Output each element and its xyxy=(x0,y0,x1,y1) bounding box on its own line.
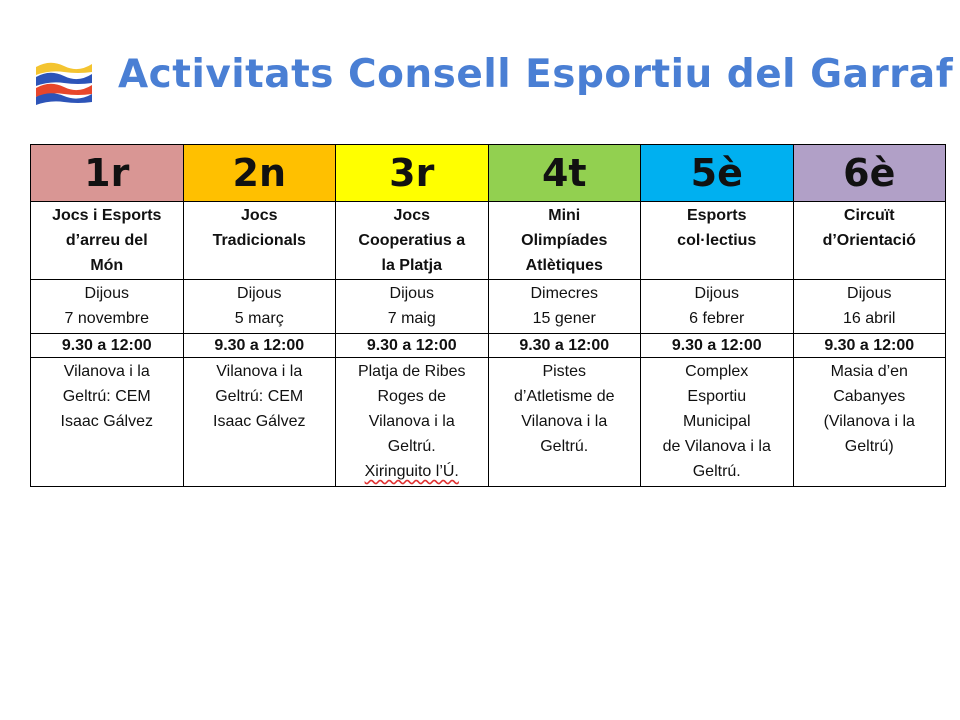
date-text: 7 novembre xyxy=(64,310,149,327)
activity-name: Jocs Tradicionals xyxy=(212,207,306,249)
activities-table xyxy=(30,144,946,487)
time-cell: 9.30 a 12:00 xyxy=(336,334,489,358)
day-text: Dijous xyxy=(389,285,434,302)
date-cell xyxy=(183,280,336,334)
date-text: 7 maig xyxy=(387,310,436,327)
place-extra xyxy=(340,459,484,484)
activity-name: Mini Olimpíades Atlètiques xyxy=(521,207,608,274)
activity-name: Jocs Cooperatius a la Platja xyxy=(358,207,466,274)
header-cell-2: 2n xyxy=(183,145,336,202)
header-cell-5: 5è xyxy=(641,145,794,202)
place-text: Vilanova i la Geltrú: CEM Isaac Gálvez xyxy=(213,363,306,430)
place-cell xyxy=(336,358,489,487)
time-cell: 9.30 a 12:00 xyxy=(793,334,946,358)
date-text: 15 gener xyxy=(532,310,596,327)
place-cell xyxy=(793,358,946,487)
date-cell xyxy=(336,280,489,334)
place-cell xyxy=(488,358,641,487)
table-row xyxy=(31,202,946,280)
activity-cell xyxy=(183,202,336,280)
place-text: Platja de Ribes Roges de Vilanova i la Geltrú. xyxy=(357,363,466,455)
place-text: Vilanova i la Geltrú: CEM Isaac Gálvez xyxy=(60,363,153,430)
header-cell-6: 6è xyxy=(793,145,946,202)
day-text: Dijous xyxy=(847,285,892,302)
date-cell xyxy=(793,280,946,334)
activity-cell xyxy=(336,202,489,280)
place-extra-text: Xiringuito l’Ú. xyxy=(364,463,459,480)
header-cell-3: 3r xyxy=(336,145,489,202)
time-cell: 9.30 a 12:00 xyxy=(488,334,641,358)
activity-cell xyxy=(641,202,794,280)
place-cell xyxy=(31,358,184,487)
place-text: Pistes d’Atletisme de Vilanova i la Geltrú. xyxy=(514,363,615,455)
date-cell xyxy=(488,280,641,334)
activity-cell xyxy=(793,202,946,280)
activity-name: Jocs i Esports d’arreu del Món xyxy=(52,207,162,274)
time-cell: 9.30 a 12:00 xyxy=(31,334,184,358)
day-text: Dijous xyxy=(237,285,282,302)
date-text: 5 març xyxy=(234,310,284,327)
table-row xyxy=(31,358,946,487)
place-text: Masia d’en Cabanyes (Vilanova i la Geltrú) xyxy=(823,363,915,455)
activity-name: Circuït d’Orientació xyxy=(822,207,916,249)
day-text: Dijous xyxy=(694,285,739,302)
time-cell: 9.30 a 12:00 xyxy=(183,334,336,358)
table-row xyxy=(31,280,946,334)
day-text: Dijous xyxy=(84,285,129,302)
day-text: Dimecres xyxy=(530,285,599,302)
date-text: 6 febrer xyxy=(689,310,745,327)
time-cell: 9.30 a 12:00 xyxy=(641,334,794,358)
place-text: Complex Esportiu Municipal de Vilanova i la Geltrú. xyxy=(662,363,771,480)
header-cell-1: 1r xyxy=(31,145,184,202)
activity-name: Esports col·lectius xyxy=(677,207,757,249)
date-text: 16 abril xyxy=(843,310,896,327)
activity-cell xyxy=(31,202,184,280)
activity-cell xyxy=(488,202,641,280)
date-cell xyxy=(31,280,184,334)
header-cell-4: 4t xyxy=(488,145,641,202)
waves-logo-icon xyxy=(34,57,94,105)
table-row xyxy=(31,145,946,202)
table-row xyxy=(31,334,946,358)
place-cell xyxy=(183,358,336,487)
date-cell xyxy=(641,280,794,334)
page-title: Activitats Consell Esportiu del Garraf xyxy=(118,52,954,97)
place-cell xyxy=(641,358,794,487)
